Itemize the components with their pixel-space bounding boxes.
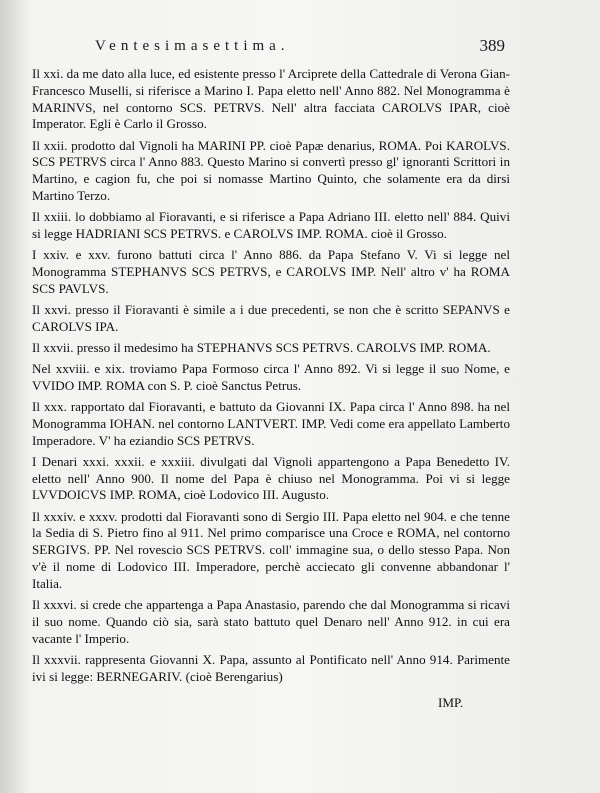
paragraph: Il xxxiv. e xxxv. prodotti dal Fioravanti sono di Sergio III. Papa eletto nel 904. e che tenne la Sedia di S. Pietro fino al 911. Nel primo comparisce una Croce e ROMA, nel contorno SERGIVS. PP. Nel rovescio SCS PETRVS. coll' immagine sua, o dello stesso Papa. Non v'è il nome di Lodovico III. Imperadore, perchè acciecato gli convenne abbandonar l' Italia. <box>32 508 510 591</box>
body-text <box>32 66 510 690</box>
running-header <box>95 36 505 55</box>
page-number: 389 <box>479 36 505 55</box>
paragraph: Il xxvii. presso il medesimo ha STEPHANVS SCS PETRVS. CAROLVS IMP. ROMA. <box>32 339 491 355</box>
paragraph: Nel xxviii. e xix. troviamo Papa Formoso circa l' Anno 892. Vi si legge il suo Nome, e VVIDO IMP. ROMA con S. P. cioè Sanctus Petrus. <box>32 361 510 393</box>
paragraph: Il xxx. rapportato dal Fioravanti, e battuto da Giovanni IX. Papa circa l' Anno 898. ha nel Monogramma IOHAN. nel contorno LANTVERT. IMP. Vedi come era appellato Lamberto Imperadore. V' ha eziandio SCS PETRVS. <box>32 399 510 448</box>
paragraph: Il xxi. da me dato alla luce, ed esistente presso l' Arciprete della Cattedrale di Verona Gian-Francesco Muselli, si riferisce a Marino I. Papa eletto nell' Anno 882. Nel Monogramma è MARINVS, nel contorno SCS. PETRVS. Nell' altra facciata CAROLVS IPAR, cioè Imperator. Egli è Carlo il Grosso. <box>32 66 510 132</box>
paragraph: Il xxii. prodotto dal Vignoli ha MARINI PP. cioè Papæ denarius, ROMA. Poi KAROLVS. SCS PETRVS circa l' Anno 883. Questo Marino si convertì presso gl' ignoranti Scrittori in Martino, e cagion fu, che poi si nomasse Martino Quinto, che solamente era da dirsi Martino Terzo. <box>32 137 510 203</box>
paragraph: I xxiv. e xxv. furono battuti circa l' Anno 886. da Papa Stefano V. Vi si legge nel Monogramma STEPHANVS SCS PETRVS, e CAROLVS IMP. Nell' altro v' ha ROMA SCS PAVLVS. <box>32 247 510 296</box>
running-title: Ventesimasettima. <box>95 38 290 54</box>
paragraph: Il xxiii. lo dobbiamo al Fioravanti, e si riferisce a Papa Adriano III. eletto nell' 884. Quivi si legge HADRIANI SCS PETRVS. e CAROLVS IMP. ROMA. cioè il Grosso. <box>32 209 510 241</box>
paragraph: Il xxxvii. rappresenta Giovanni X. Papa, assunto al Pontificato nell' Anno 914. Parimente ivi si legge: BERNEGARIV. (cioè Berengarius) <box>32 651 510 684</box>
paragraph: Il xxvi. presso il Fioravanti è simile a i due precedenti, se non che è scritto SEPANVS e CAROLVS IPA. <box>32 301 510 334</box>
paragraph-tail: IMP. <box>438 695 464 710</box>
paragraph: I Denari xxxi. xxxii. e xxxiii. divulgati dal Vignoli appartengono a Papa Benedetto IV. eletto nell' Anno 900. Il nome del Papa è chiuso nel Monogramma. Poi vi si legge LVVDOICVS IMP. ROMA, cioè Lodovico III. Augusto. <box>32 453 510 503</box>
paragraph: Il xxxvi. si crede che appartenga a Papa Anastasio, parendo che dal Monogramma si ricavi il suo nome. Quando ciò sia, sarà stato battuto quel Denaro nell' Anno 912. in cui era vacante l' Imperio. <box>32 597 510 646</box>
